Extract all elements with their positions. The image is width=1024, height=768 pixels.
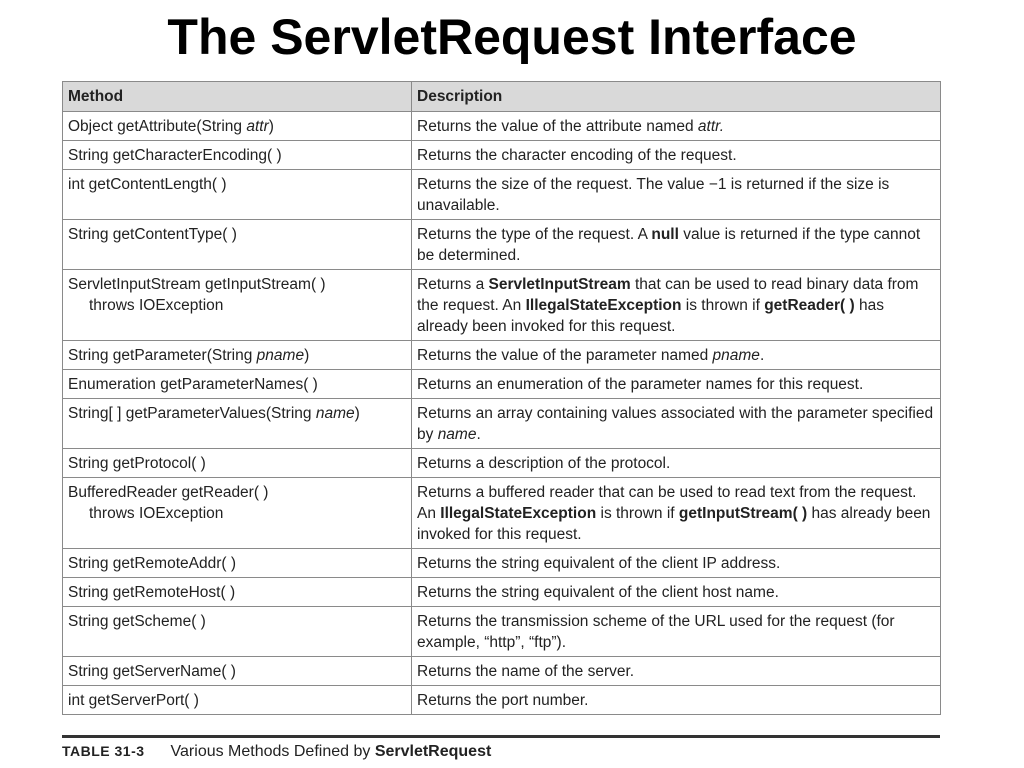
method-signature	[68, 484, 268, 501]
description-cell	[412, 686, 941, 715]
methods-table	[62, 81, 941, 715]
method-text-segment: attr	[246, 118, 269, 135]
method-cell	[63, 399, 412, 449]
header-method: Method	[63, 82, 412, 112]
description-text-segment: .	[476, 426, 481, 443]
table-header-row	[63, 82, 941, 112]
method-cell	[63, 478, 412, 549]
method-cell	[63, 220, 412, 270]
method-text-segment: String getCharacterEncoding( )	[68, 147, 282, 164]
method-cell	[63, 578, 412, 607]
table-row	[63, 607, 941, 657]
method-text-segment: )	[304, 347, 310, 364]
description-text-segment: Returns a description of the protocol.	[417, 455, 671, 472]
description-cell	[412, 607, 941, 657]
method-text-segment: String getScheme( )	[68, 613, 206, 630]
description-text-segment: that can be used to read binary data from the request. An	[417, 276, 919, 314]
table-row	[63, 449, 941, 478]
method-cell	[63, 686, 412, 715]
method-signature	[68, 176, 227, 193]
description-text-segment: Returns the string equivalent of the client host name.	[417, 584, 779, 601]
description-cell	[412, 220, 941, 270]
table-row	[63, 141, 941, 170]
table-row	[63, 549, 941, 578]
method-text-segment: BufferedReader getReader( )	[68, 484, 269, 501]
description-text-segment: pname	[712, 347, 760, 364]
method-text-segment: int getContentLength( )	[68, 176, 227, 193]
description-text-segment: attr.	[697, 118, 725, 135]
description-cell	[412, 370, 941, 399]
method-signature	[68, 663, 236, 680]
methods-table-container	[62, 81, 940, 715]
description-text-segment: Returns the character encoding of the request.	[417, 147, 737, 164]
caption-text: Various Methods Defined by	[170, 743, 375, 760]
method-text-segment: String getProtocol( )	[68, 455, 206, 472]
method-throws-clause	[68, 295, 406, 316]
method-signature	[68, 226, 237, 243]
description-text-segment: has already been invoked for this request.	[417, 505, 931, 543]
method-text-segment: )	[354, 405, 360, 422]
method-throws-segment: throws IOException	[89, 505, 224, 522]
method-signature	[68, 276, 326, 293]
description-text-segment: Returns an array containing values associated with the parameter specified by	[417, 405, 934, 443]
description-cell	[412, 141, 941, 170]
description-text-segment: getInputStream( )	[678, 505, 808, 522]
method-cell	[63, 370, 412, 399]
description-text-segment: Returns the name of the server.	[417, 663, 635, 680]
method-text-segment: String getServerName( )	[68, 663, 236, 680]
table-row	[63, 657, 941, 686]
table-body	[63, 112, 941, 715]
description-cell	[412, 112, 941, 141]
table-row	[63, 686, 941, 715]
caption-label: TABLE 31-3	[62, 743, 145, 759]
description-text-segment: ServletInputStream	[488, 276, 631, 293]
description-text-segment: IllegalStateException	[440, 505, 597, 522]
description-text-segment: has already been invoked for this request.	[417, 297, 884, 335]
description-text-segment: Returns the port number.	[417, 692, 589, 709]
method-cell	[63, 549, 412, 578]
slide-title: The ServletRequest Interface	[167, 9, 857, 64]
method-cell	[63, 449, 412, 478]
description-cell	[412, 341, 941, 370]
method-throws-clause	[68, 503, 406, 524]
table-row	[63, 170, 941, 220]
method-text-segment: String getRemoteHost( )	[68, 584, 236, 601]
description-text-segment: Returns an enumeration of the parameter names for this request.	[417, 376, 864, 393]
description-cell	[412, 549, 941, 578]
table-row	[63, 220, 941, 270]
description-cell	[412, 270, 941, 341]
method-text-segment: name	[315, 405, 355, 422]
method-signature	[68, 692, 199, 709]
method-text-segment: Object getAttribute(String	[68, 118, 247, 135]
table-row	[63, 370, 941, 399]
method-text-segment: String getRemoteAddr( )	[68, 555, 236, 572]
method-text-segment: Enumeration getParameterNames( )	[68, 376, 318, 393]
description-text-segment: .	[759, 347, 765, 364]
table-row	[63, 578, 941, 607]
description-cell	[412, 170, 941, 220]
description-cell	[412, 478, 941, 549]
method-cell	[63, 141, 412, 170]
description-cell	[412, 399, 941, 449]
method-text-segment: String getParameter(String	[68, 347, 257, 364]
header-description: Description	[412, 82, 941, 112]
description-text-segment: Returns the size of the request. The value −1 is returned if the size is unavailable.	[417, 176, 890, 214]
method-signature	[68, 613, 206, 630]
table-row	[63, 112, 941, 141]
description-text-segment: null	[651, 226, 679, 243]
method-signature	[68, 147, 282, 164]
description-text-segment: Returns the string equivalent of the client IP address.	[417, 555, 781, 572]
table-row	[63, 270, 941, 341]
method-cell	[63, 657, 412, 686]
method-text-segment: String getContentType( )	[68, 226, 237, 243]
method-cell	[63, 112, 412, 141]
method-cell	[63, 270, 412, 341]
table-row	[63, 399, 941, 449]
method-cell	[63, 170, 412, 220]
description-cell	[412, 578, 941, 607]
method-signature	[68, 555, 236, 572]
description-cell	[412, 657, 941, 686]
caption-class-name: ServletRequest	[374, 743, 492, 760]
description-cell	[412, 449, 941, 478]
method-signature	[68, 455, 206, 472]
description-text-segment: name	[437, 426, 477, 443]
description-text-segment: getReader( )	[764, 297, 855, 314]
method-cell	[63, 607, 412, 657]
method-throws-segment: throws IOException	[89, 297, 224, 314]
method-signature	[68, 376, 318, 393]
method-signature	[68, 405, 360, 422]
description-text-segment: Returns the transmission scheme of the URL used for the request (for example, “http”, “ftp”).	[417, 613, 895, 651]
description-text-segment: is thrown if	[596, 505, 679, 522]
method-text-segment: )	[268, 118, 274, 135]
method-signature	[68, 347, 309, 364]
method-text-segment: ServletInputStream getInputStream( )	[68, 276, 326, 293]
description-text-segment: Returns a	[417, 276, 489, 293]
description-text-segment: IllegalStateException	[525, 297, 682, 314]
table-caption	[62, 735, 940, 761]
method-signature	[68, 118, 274, 135]
description-text-segment: Returns the value of the attribute named	[417, 118, 698, 135]
method-text-segment: String[ ] getParameterValues(String	[68, 405, 316, 422]
method-text-segment: pname	[256, 347, 305, 364]
method-text-segment: int getServerPort( )	[68, 692, 199, 709]
table-row	[63, 478, 941, 549]
description-text-segment: is thrown if	[681, 297, 765, 314]
description-text-segment: Returns the type of the request. A	[417, 226, 652, 243]
method-cell	[63, 341, 412, 370]
description-text-segment: Returns a buffered reader that can be used to read text from the request. An	[417, 484, 917, 522]
description-text-segment: Returns the value of the parameter named	[417, 347, 713, 364]
method-signature	[68, 584, 235, 601]
table-row	[63, 341, 941, 370]
description-text-segment: value is returned if the type cannot be determined.	[417, 226, 921, 264]
